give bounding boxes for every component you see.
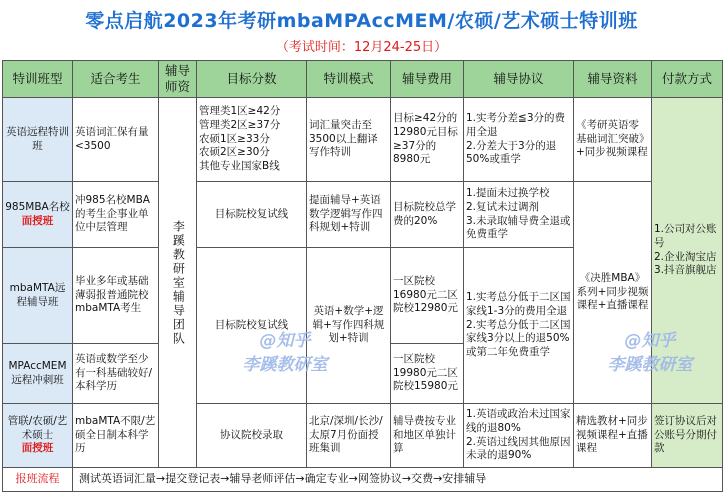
signup-flow-steps: 测试英语词汇量→提交登记表→辅导老师评估→确定专业→网签协议→交费→安排辅导 [73, 468, 723, 492]
payment-option: 1.公司对公账号 [654, 222, 717, 249]
fit-cell: 冲985名校MBA的考生企事业单位中层管理 [73, 182, 159, 248]
header-row [3, 61, 723, 98]
signup-flow-label: 报班流程 [3, 468, 73, 492]
fit-cell: mbaMTA不限/艺硕全日制本科学历 [73, 404, 159, 468]
fit-cell: 毕业多年或基础薄弱报普通院校mbaMTA考生 [73, 248, 159, 344]
exam-date-subtitle: （考试时间：12月24-25日） [275, 40, 448, 55]
teacher-cell [159, 98, 197, 468]
payment-cell: 签订协议后对公账号分期付款 [652, 404, 723, 468]
payment-cell [652, 98, 723, 404]
header-payment: 付款方式 [652, 61, 723, 98]
mode-cell: 词汇量突击至3500以上翻译写作特训 [307, 98, 391, 182]
mode-cell: 北京/深圳/长沙/太原7月份面授班集训 [307, 404, 391, 468]
header-materials: 辅导资料 [574, 61, 652, 98]
class-name: 管联/农硕/艺术硕士 面授班 [3, 404, 73, 468]
table-row [3, 182, 723, 248]
fee-cell: 目标院校总学费的20% [391, 182, 464, 248]
payment-option: 2.企业淘宝店 [654, 250, 717, 263]
materials-cell: 《决胜MBA》系列+同步视频课程+直播课程 [574, 182, 652, 404]
fee-cell: 目标≥42分的12980元目标≥37分的8980元 [391, 98, 464, 182]
course-table [2, 60, 723, 492]
class-name: MPAccMEM远程冲刺班 [3, 344, 73, 404]
teacher-team: 李蹊教研室辅导团队 [171, 219, 186, 346]
target-cell: 协议院校录取 [197, 404, 307, 468]
fee-cell: 一区院校16980元二区院校12980元 [391, 248, 464, 344]
class-name: 英语远程特训班 [3, 98, 73, 182]
face-class-tag: 面授班 [21, 214, 54, 227]
watermark-right: @知乎 李蹊教研室 [607, 331, 693, 375]
watermark-left: @知乎 李蹊教研室 [242, 331, 328, 375]
mode-cell: 英语+数学+逻辑+写作四科规划+特训 [307, 248, 391, 404]
protocol-cell: 1.实考分差≦3分的费用全退 2.分差大于3分的退50%或重学 [464, 98, 574, 182]
header-protocol: 辅导协议 [464, 61, 574, 98]
header-fee: 辅导费用 [391, 61, 464, 98]
header-fit: 适合考生 [73, 61, 159, 98]
face-class-tag: 面授班 [21, 442, 54, 455]
signup-flow-row [3, 468, 723, 492]
class-name: 985MBA名校面授班 [3, 182, 73, 248]
protocol-cell: 1.英语或政治未过国家线的退80% 2.英语过线因其他原因未录的退90% [464, 404, 574, 468]
fee-cell: 一区院校19980元二区院校15980元 [391, 344, 464, 404]
materials-cell: 精选教材+同步视频课程+直播课程 [574, 404, 652, 468]
target-cell: 目标院校复试线 [197, 248, 307, 404]
table-row [3, 98, 723, 182]
fit-cell: 英语词汇保有量<3500 [73, 98, 159, 182]
mode-cell: 提面辅导+英语数学逻辑写作四科规划+特训 [307, 182, 391, 248]
target-cell: 管理类1区≥42分 管理类2区≥37分 农硕1区≥33分 农硕2区≥30分 其他专业国家B线 [197, 98, 307, 182]
target-cell: 目标院校复试线 [197, 182, 307, 248]
protocol-cell: 1.提面未过换学校 2.复试未过调剂 3.未录取辅导费全退或免费重学 [464, 182, 574, 248]
header-teacher: 辅导师资 [159, 61, 197, 98]
materials-cell: 《考研英语零基础词汇突破》+同步视频课程 [574, 98, 652, 182]
fee-cell: 辅导费按专业和地区单独计算 [391, 404, 464, 468]
payment-option: 3.抖音旗舰店 [654, 264, 717, 277]
table-row [3, 404, 723, 468]
class-name: mbaMTA远程辅导班 [3, 248, 73, 344]
fit-cell: 英语或数学至少有一科基础较好/本科学历 [73, 344, 159, 404]
protocol-cell: 1.实考总分低于二区国家线1-3分的费用全退 2.实考总分低于二区国家线3分以上的退50%或第二年免费重学 [464, 248, 574, 404]
header-mode: 特训模式 [307, 61, 391, 98]
header-class-type: 特训班型 [3, 61, 73, 98]
page-title: 零点启航2023年考研mbaMPAccMEM/农硕/艺术硕士特训班 [85, 10, 638, 32]
header-target: 目标分数 [197, 61, 307, 98]
